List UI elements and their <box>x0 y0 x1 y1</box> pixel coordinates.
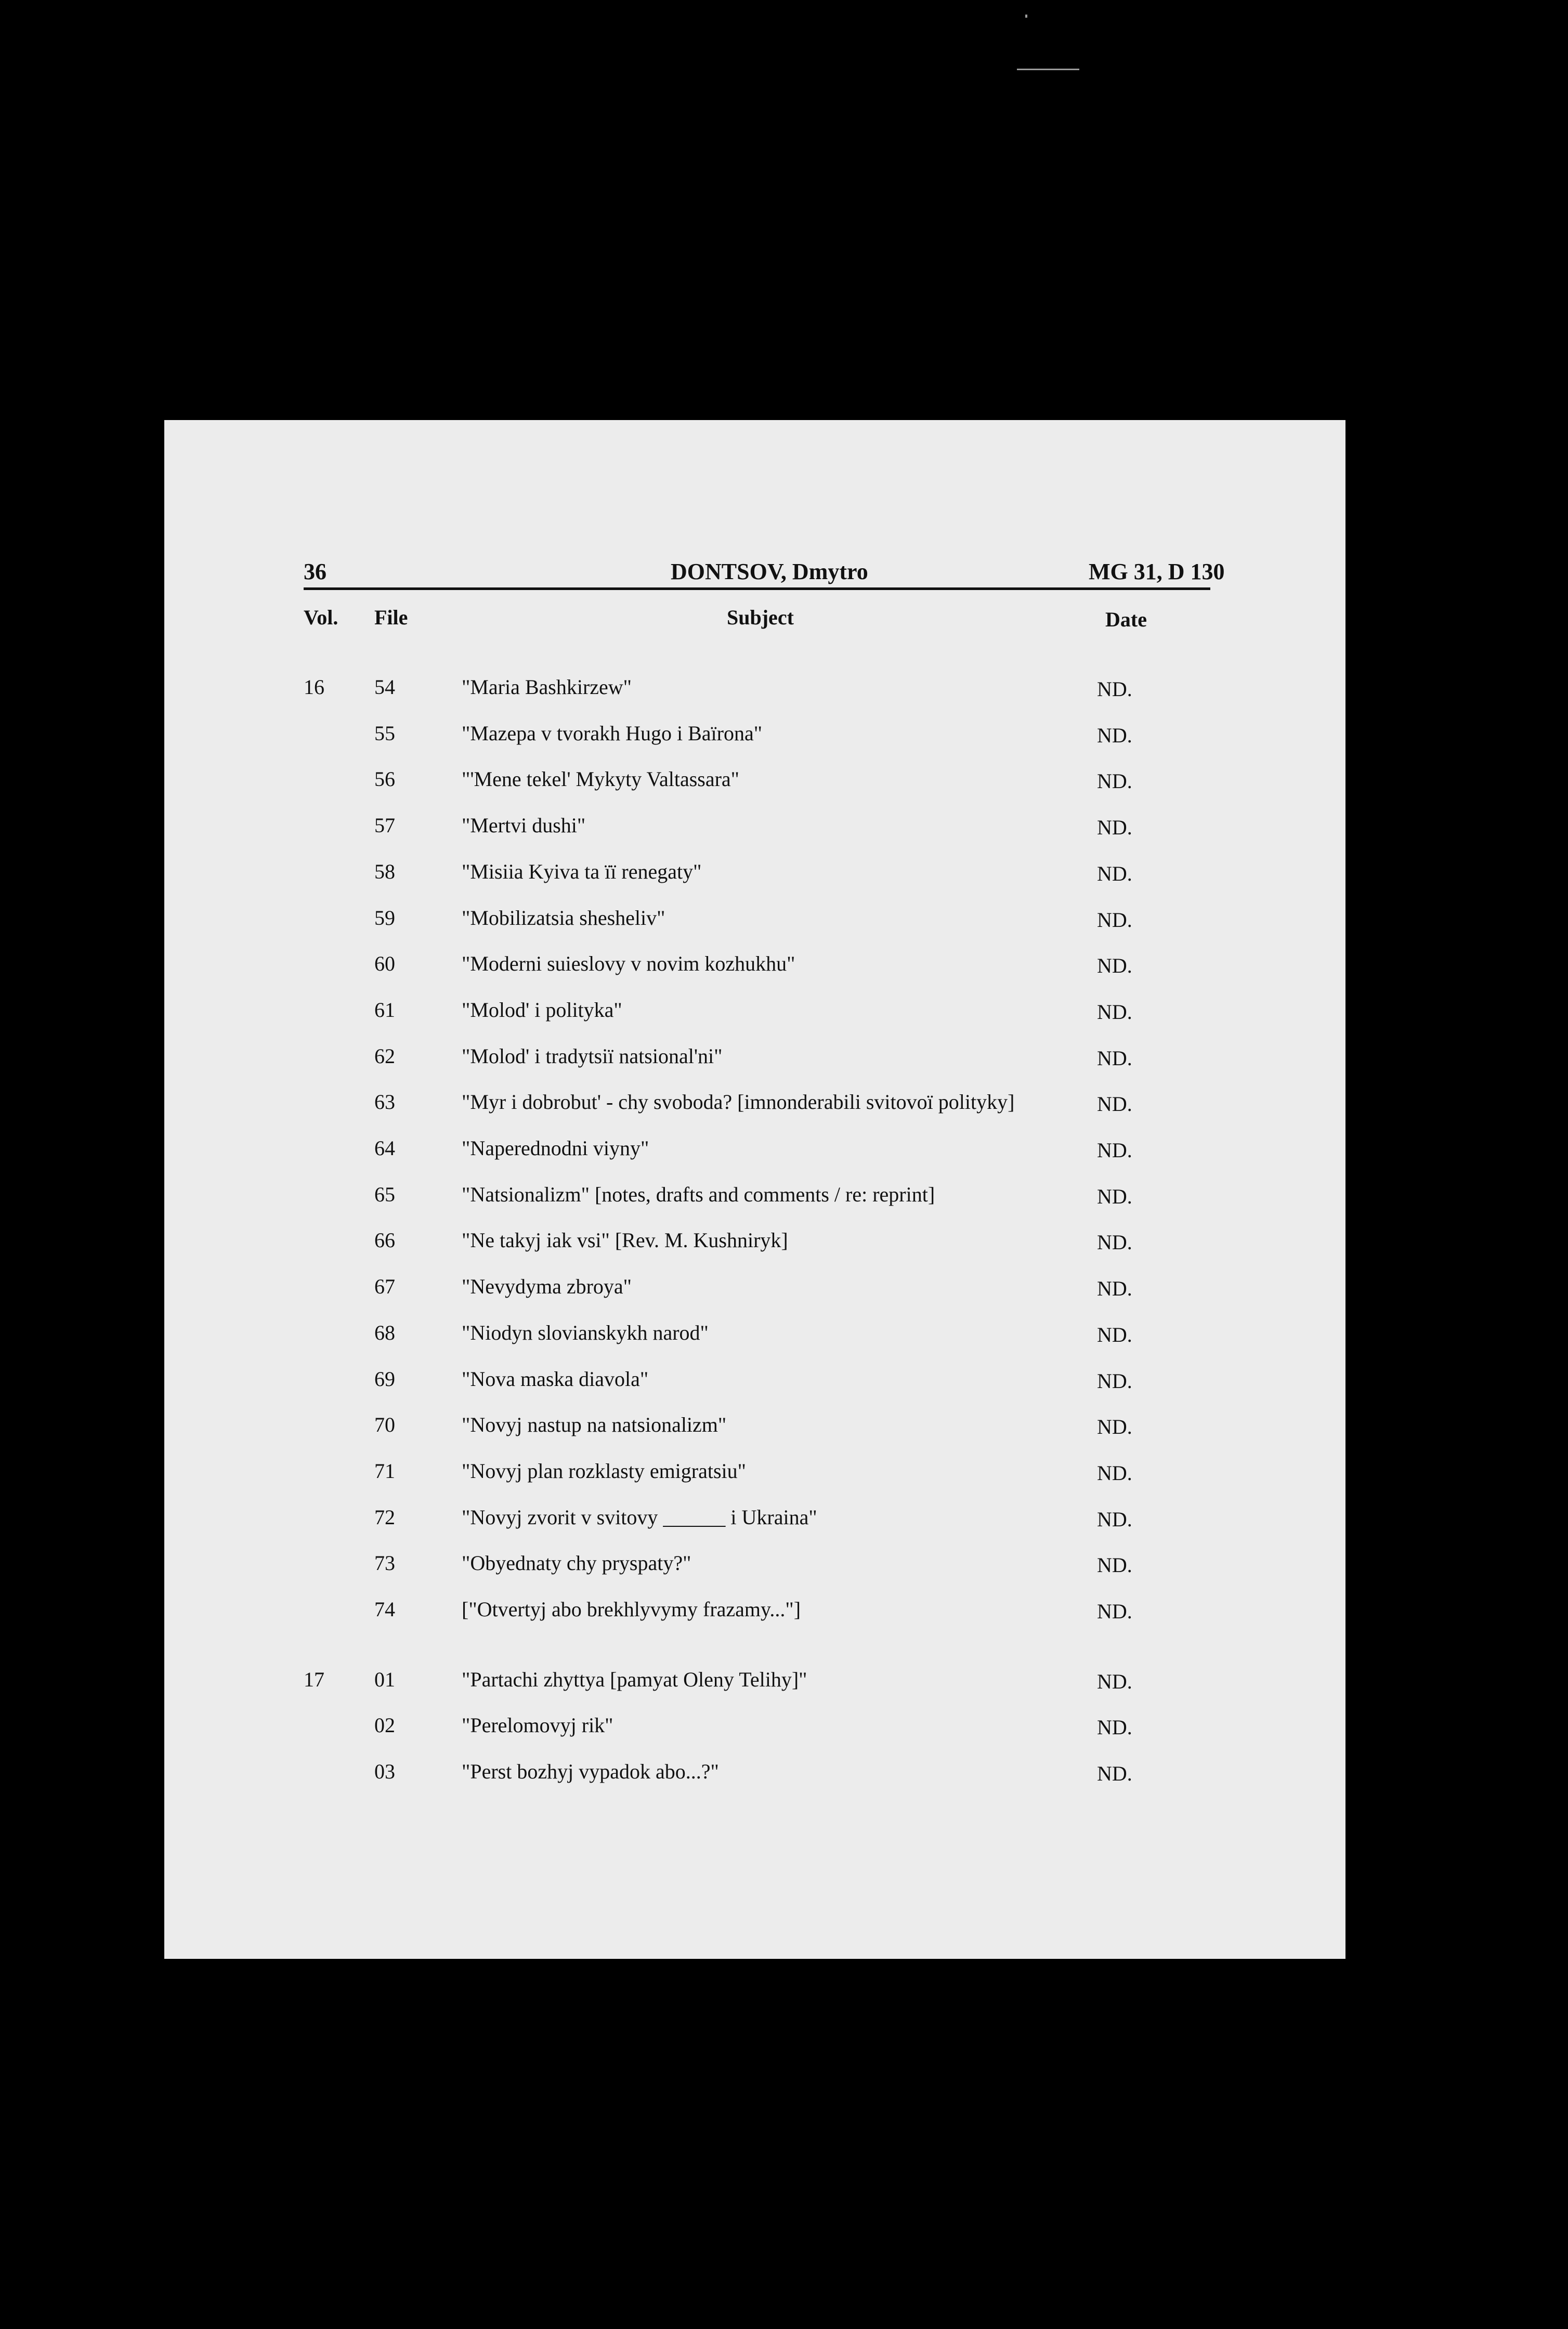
row-subject: "Naperednodni viyny" <box>462 1136 649 1160</box>
row-subject: "Novyj nastup na natsionalizm" <box>462 1413 727 1436</box>
row-date: ND. <box>1097 1670 1132 1693</box>
row-subject: "Nevydyma zbroya" <box>462 1275 632 1298</box>
row-subject: "Molod' i polityka" <box>462 998 622 1022</box>
row-subject: ["Otvertyj abo brekhlyvymy frazamy..."] <box>462 1598 801 1621</box>
column-header-subject: Subject <box>727 606 794 629</box>
row-file: 57 <box>374 814 395 837</box>
row-file: 68 <box>374 1321 395 1344</box>
row-subject: "Misiia Kyiva ta ïï renegaty" <box>462 860 702 883</box>
row-file: 01 <box>374 1668 395 1691</box>
row-file: 69 <box>374 1367 395 1391</box>
row-date: ND. <box>1097 1369 1132 1393</box>
row-date: ND. <box>1097 908 1132 932</box>
row-subject: "Moderni suieslovy v novim kozhukhu" <box>462 952 795 975</box>
row-date: ND. <box>1097 1231 1132 1254</box>
row-file: 60 <box>374 952 395 975</box>
row-subject: "Mertvi dushi" <box>462 814 586 837</box>
column-header-vol: Vol. <box>304 606 338 629</box>
row-file: 55 <box>374 722 395 745</box>
row-file: 66 <box>374 1228 395 1252</box>
row-subject: "Natsionalizm" [notes, drafts and comments / re: reprint] <box>462 1183 935 1206</box>
row-subject: "Niodyn slovianskykh narod" <box>462 1321 709 1344</box>
row-date: ND. <box>1097 1600 1132 1623</box>
row-date: ND. <box>1097 769 1132 793</box>
row-date: ND. <box>1097 1415 1132 1438</box>
row-subject: "Ne takyj iak vsi" [Rev. M. Kushniryk] <box>462 1228 788 1252</box>
row-subject: "Mazepa v tvorakh Hugo i Baïrona" <box>462 722 763 745</box>
row-date: ND. <box>1097 1323 1132 1346</box>
row-date: ND. <box>1097 1553 1132 1577</box>
row-file: 70 <box>374 1413 395 1436</box>
column-header-file: File <box>374 606 408 629</box>
row-date: ND. <box>1097 1461 1132 1485</box>
row-vol: 17 <box>304 1668 324 1691</box>
row-file: 62 <box>374 1044 395 1068</box>
row-file: 61 <box>374 998 395 1022</box>
row-date: ND. <box>1097 1716 1132 1739</box>
row-date: ND. <box>1097 1000 1132 1024</box>
row-subject: "Partachi zhyttya [pamyat Oleny Telihy]" <box>462 1668 807 1691</box>
row-date: ND. <box>1097 862 1132 885</box>
row-date: ND. <box>1097 1185 1132 1208</box>
row-date: ND. <box>1097 816 1132 839</box>
row-file: 64 <box>374 1136 395 1160</box>
row-file: 56 <box>374 767 395 791</box>
row-file: 65 <box>374 1183 395 1206</box>
row-subject: "Molod' i tradytsiï natsional'ni" <box>462 1044 723 1068</box>
row-subject: "Obyednaty chy pryspaty?" <box>462 1551 691 1575</box>
row-subject: "Mobilizatsia shesheliv" <box>462 906 665 930</box>
row-subject: "Maria Bashkirzew" <box>462 675 632 699</box>
row-file: 63 <box>374 1090 395 1114</box>
row-file: 54 <box>374 675 395 699</box>
row-date: ND. <box>1097 1046 1132 1070</box>
row-file: 74 <box>374 1598 395 1621</box>
row-date: ND. <box>1097 1762 1132 1785</box>
row-file: 67 <box>374 1275 395 1298</box>
row-file: 58 <box>374 860 395 883</box>
column-header-date: Date <box>1105 608 1147 631</box>
row-file: 02 <box>374 1713 395 1737</box>
row-date: ND. <box>1097 724 1132 747</box>
row-date: ND. <box>1097 1092 1132 1116</box>
row-file: 59 <box>374 906 395 930</box>
row-file: 72 <box>374 1506 395 1529</box>
row-subject: "Nova maska diavola" <box>462 1367 649 1391</box>
row-subject: "Perelomovyj rik" <box>462 1713 613 1737</box>
row-subject: "Novyj zvorit v svitovy ______ i Ukraina" <box>462 1506 817 1529</box>
row-subject: "Myr i dobrobut' - chy svoboda? [imnonderabili svitovoï polityky] <box>462 1090 1015 1114</box>
row-date: ND. <box>1097 1277 1132 1300</box>
scan-mark <box>1017 69 1079 70</box>
row-subject: "'Mene tekel' Mykyty Valtassara" <box>462 767 739 791</box>
row-file: 03 <box>374 1760 395 1783</box>
archive-reference: MG 31, D 130 <box>1089 559 1225 584</box>
page-number: 36 <box>304 559 326 584</box>
row-subject: "Perst bozhyj vypadok abo...?" <box>462 1760 719 1783</box>
row-date: ND. <box>1097 677 1132 701</box>
row-subject: "Novyj plan rozklasty emigratsiu" <box>462 1459 746 1483</box>
document-title: DONTSOV, Dmytro <box>671 559 868 584</box>
row-date: ND. <box>1097 1508 1132 1531</box>
row-date: ND. <box>1097 1139 1132 1162</box>
header-rule <box>304 587 1210 590</box>
scan-mark <box>1025 15 1027 18</box>
row-date: ND. <box>1097 954 1132 977</box>
row-vol: 16 <box>304 675 324 699</box>
row-file: 71 <box>374 1459 395 1483</box>
row-file: 73 <box>374 1551 395 1575</box>
